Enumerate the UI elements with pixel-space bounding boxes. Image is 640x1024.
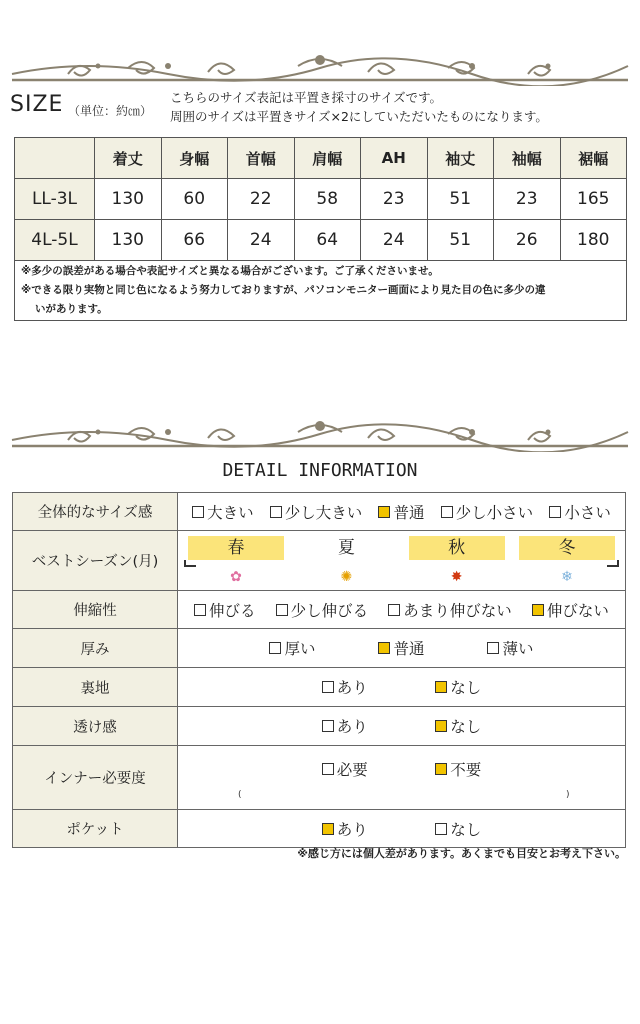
size-col-header: 裾幅	[560, 138, 627, 179]
inner-paren-right: )	[566, 790, 570, 800]
bracket-left	[184, 560, 196, 567]
detail-label: 厚み	[13, 629, 178, 668]
option-item	[276, 599, 369, 621]
option-label: あり	[336, 679, 368, 697]
option-item	[388, 599, 512, 621]
season-item	[188, 536, 284, 586]
sheer-options	[178, 715, 625, 737]
detail-options	[178, 810, 626, 848]
season-item	[298, 536, 394, 586]
option-label: 不要	[450, 761, 482, 779]
size-cell: 23	[361, 179, 428, 220]
size-cell: 180	[560, 220, 627, 261]
size-col-header: 肩幅	[294, 138, 361, 179]
option-label: 少し大きい	[284, 503, 363, 522]
option-item	[269, 637, 315, 659]
inner-paren-left: (	[238, 790, 242, 800]
detail-title: DETAIL INFORMATION	[222, 460, 418, 481]
option-item	[549, 501, 611, 523]
size-cell: 130	[95, 179, 162, 220]
season-item	[519, 536, 615, 586]
unchecked-box-icon	[276, 604, 288, 616]
checked-box-icon	[378, 506, 390, 518]
season-pill	[298, 536, 394, 560]
option-label: あまり伸びない	[403, 601, 512, 620]
checked-box-icon	[532, 604, 544, 616]
size-col-header: 首幅	[228, 138, 295, 179]
size-footnote-line-1: ※多少の誤差がある場合や表記サイズと異なる場合がございます。ご了承くださいませ。	[21, 265, 439, 277]
detail-label: ベストシーズン(月)	[13, 531, 178, 591]
season-pill	[409, 536, 505, 560]
option-label: なし	[450, 820, 482, 839]
detail-label: 裏地	[13, 668, 178, 707]
season-list	[178, 536, 625, 586]
size-col-header: 袖丈	[427, 138, 494, 179]
option-item	[441, 501, 534, 523]
season-label: 春	[227, 537, 245, 558]
size-footnote	[14, 259, 627, 321]
option-label: あり	[336, 820, 368, 839]
detail-label: 全体的なサイズ感	[13, 493, 178, 531]
sunflower-icon: ✺	[340, 568, 353, 585]
detail-label: ポケット	[13, 810, 178, 848]
option-item	[322, 715, 368, 737]
option-item	[487, 637, 533, 659]
checked-box-icon	[435, 720, 447, 732]
season-label: 秋	[448, 537, 466, 558]
option-item	[435, 818, 481, 840]
season-pill	[188, 536, 284, 560]
option-label: 伸びる	[209, 601, 256, 620]
size-footnote-line-3: いがあります。	[35, 303, 108, 315]
lining-options	[178, 676, 625, 698]
decorative-ornament-top	[8, 44, 632, 86]
size-footnote-line-2: ※できる限り実物と同じ色になるよう努力しておりますが、パソコンモニター画面により見た目の色に多少の違	[21, 284, 546, 296]
size-cell: 26	[494, 220, 561, 261]
size-cell: 22	[228, 179, 295, 220]
option-label: 少し小さい	[455, 503, 534, 522]
size-cell: 23	[494, 179, 561, 220]
size-col-header: 袖幅	[494, 138, 561, 179]
option-item	[435, 715, 481, 737]
size-table-row	[15, 220, 627, 261]
size-table	[14, 137, 627, 261]
option-label: 必要	[336, 761, 368, 779]
option-label: 伸びない	[546, 601, 609, 620]
detail-footnote: ※感じ方には個人差があります。あくまでも目安とお考え下さい。	[297, 847, 626, 860]
size-row-label: 4L-5L	[15, 220, 95, 261]
detail-label: インナー必要度	[13, 746, 178, 810]
stretch-options	[178, 599, 625, 621]
maple-leaf-icon: ✸	[450, 568, 463, 585]
option-item	[322, 758, 368, 780]
unchecked-box-icon	[270, 506, 282, 518]
detail-options	[178, 668, 626, 707]
option-label: 普通	[393, 640, 425, 658]
option-label: なし	[450, 718, 482, 736]
size-header	[10, 88, 630, 132]
option-item	[532, 599, 609, 621]
unchecked-box-icon	[441, 506, 453, 518]
detail-row-inner	[13, 746, 626, 810]
detail-options	[178, 707, 626, 746]
option-item	[378, 637, 424, 659]
detail-row-thickness	[13, 629, 626, 668]
detail-table	[12, 492, 626, 848]
option-label: 少し伸びる	[290, 601, 369, 620]
size-cell: 66	[161, 220, 228, 261]
option-label: あり	[336, 718, 368, 736]
option-item	[192, 501, 254, 523]
unchecked-box-icon	[322, 720, 334, 732]
size-col-header: AH	[361, 138, 428, 179]
size-cell: 24	[228, 220, 295, 261]
cherry-blossom-icon: ✿	[230, 568, 242, 585]
size-cell: 58	[294, 179, 361, 220]
decorative-ornament-middle	[8, 410, 632, 452]
unchecked-box-icon	[192, 506, 204, 518]
size-unit: （単位：約㎝）	[68, 104, 153, 118]
checked-box-icon	[322, 823, 334, 835]
size-row-label: LL-3L	[15, 179, 95, 220]
size-note	[170, 88, 548, 126]
size-table-corner	[15, 138, 95, 179]
size-col-header: 身幅	[161, 138, 228, 179]
detail-row-season	[13, 531, 626, 591]
unchecked-box-icon	[322, 681, 334, 693]
option-label: 普通	[393, 503, 425, 522]
detail-row-stretch	[13, 591, 626, 629]
checked-box-icon	[378, 642, 390, 654]
detail-seasons	[178, 531, 626, 591]
unchecked-box-icon	[322, 763, 334, 775]
season-label: 夏	[337, 537, 355, 558]
detail-row-pocket	[13, 810, 626, 848]
detail-label: 伸縮性	[13, 591, 178, 629]
inner-options	[178, 758, 625, 780]
unchecked-box-icon	[269, 642, 281, 654]
size-cell: 165	[560, 179, 627, 220]
snowflake-icon: ❄	[561, 568, 573, 585]
detail-options	[178, 591, 626, 629]
option-item	[378, 501, 424, 523]
checked-box-icon	[435, 763, 447, 775]
detail-row-lining	[13, 668, 626, 707]
size-note-line-1: こちらのサイズ表記は平置き採寸のサイズです。	[170, 90, 443, 105]
option-label: 薄い	[502, 640, 534, 658]
option-item	[194, 599, 256, 621]
option-label: なし	[450, 679, 482, 697]
option-label: 厚い	[284, 640, 316, 658]
season-pill	[519, 536, 615, 560]
option-item	[322, 676, 368, 698]
fit-options	[178, 501, 625, 523]
option-label: 小さい	[564, 503, 611, 522]
pocket-options	[178, 818, 625, 840]
unchecked-box-icon	[435, 823, 447, 835]
detail-row-fit	[13, 493, 626, 531]
size-title: SIZE	[10, 92, 64, 117]
size-col-header: 着丈	[95, 138, 162, 179]
option-item	[270, 501, 363, 523]
option-item	[435, 676, 481, 698]
season-label: 冬	[558, 537, 576, 558]
size-cell: 24	[361, 220, 428, 261]
bracket-right	[607, 560, 619, 567]
size-cell: 130	[95, 220, 162, 261]
size-cell: 51	[427, 220, 494, 261]
size-table-row	[15, 179, 627, 220]
unchecked-box-icon	[487, 642, 499, 654]
size-cell: 60	[161, 179, 228, 220]
detail-row-sheer	[13, 707, 626, 746]
unchecked-box-icon	[549, 506, 561, 518]
unchecked-box-icon	[388, 604, 400, 616]
option-label: 大きい	[207, 503, 254, 522]
detail-options	[178, 493, 626, 531]
detail-label: 透け感	[13, 707, 178, 746]
checked-box-icon	[435, 681, 447, 693]
size-cell: 51	[427, 179, 494, 220]
size-note-line-2: 周囲のサイズは平置きサイズ×2にしていただいたものになります。	[170, 109, 548, 124]
season-item	[409, 536, 505, 586]
detail-options	[178, 746, 626, 810]
size-table-header	[15, 138, 627, 179]
unchecked-box-icon	[194, 604, 206, 616]
thickness-options	[178, 637, 625, 659]
option-item	[435, 758, 481, 780]
detail-options	[178, 629, 626, 668]
size-cell: 64	[294, 220, 361, 261]
option-item	[322, 818, 368, 840]
